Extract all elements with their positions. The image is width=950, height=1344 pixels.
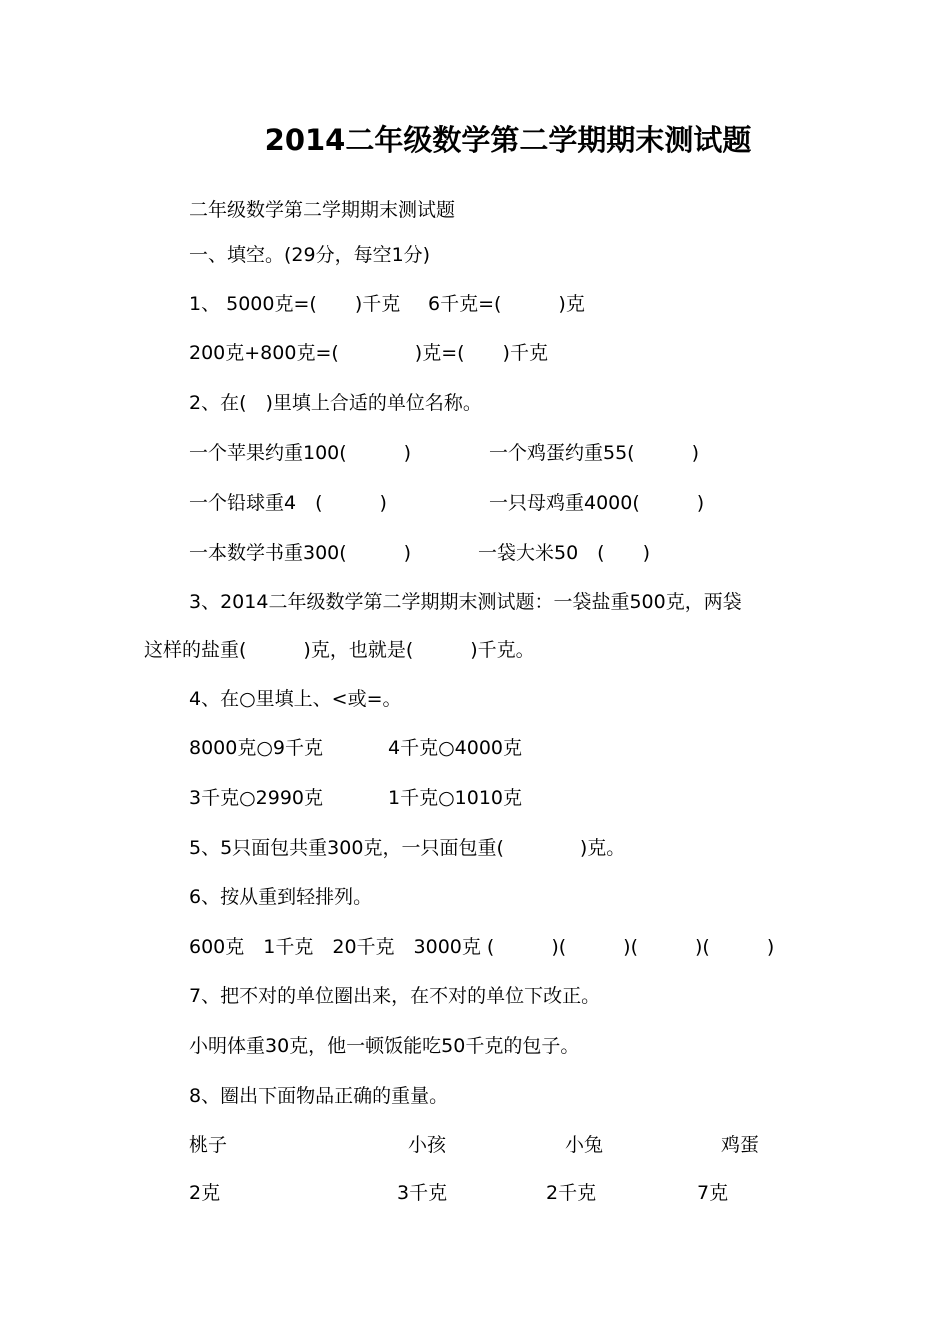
q8-item-rabbit: 小兔 [565, 1134, 604, 1156]
q6-items: 600克 1千克 20千克 3000克 ( )( )( )( ) [189, 936, 775, 958]
q7-prompt: 7、把不对的单位圈出来，在不对的单位下改正。 [189, 985, 601, 1007]
q2-item-rice-bag: 一袋大米50 ( ) [478, 542, 651, 564]
q3-line-2: 这样的盐重( )克，也就是( )千克。 [144, 639, 535, 661]
q7-sentence: 小明体重30克，他一顿饭能吃50千克的包子。 [189, 1035, 580, 1057]
q8-prompt: 8、圈出下面物品正确的重量。 [189, 1085, 449, 1107]
q8-weight-2: 3千克 [397, 1182, 448, 1204]
q2-item-shot-put: 一个铅球重4 ( ) [189, 492, 387, 514]
q8-weight-1: 2克 [189, 1182, 221, 1204]
q8-weight-3: 2千克 [546, 1182, 597, 1204]
q1-part-a: 1、 5000克=( )千克 [189, 293, 401, 315]
document-title: 2014二年级数学第二学期期末测试题 [264, 123, 752, 157]
q2-item-apple: 一个苹果约重100( ) [189, 442, 412, 464]
section-heading-fill-blank: 一、填空。(29分，每空1分) [189, 244, 431, 266]
subtitle: 二年级数学第二学期期末测试题 [189, 199, 456, 221]
q8-item-child: 小孩 [408, 1134, 447, 1156]
q8-item-egg: 鸡蛋 [721, 1134, 760, 1156]
q8-weight-4: 7克 [697, 1182, 729, 1204]
q4-compare-3: 3千克○2990克 [189, 787, 324, 809]
q2-item-hen: 一只母鸡重4000( ) [489, 492, 705, 514]
q4-compare-1: 8000克○9千克 [189, 737, 324, 759]
q2-item-math-book: 一本数学书重300( ) [189, 542, 412, 564]
q5: 5、5只面包共重300克，一只面包重( )克。 [189, 837, 626, 859]
q4-compare-2: 4千克○4000克 [388, 737, 523, 759]
q3-line-1: 3、2014二年级数学第二学期期末测试题：一袋盐重500克，两袋 [189, 591, 742, 613]
q1-part-c: 200克+800克=( )克=( )千克 [189, 342, 548, 364]
q4-prompt: 4、在○里填上、<或=。 [189, 688, 402, 710]
q6-prompt: 6、按从重到轻排列。 [189, 886, 373, 908]
q1-part-b: 6千克=( )克 [428, 293, 585, 315]
q4-compare-4: 1千克○1010克 [388, 787, 523, 809]
q2-prompt: 2、在( )里填上合适的单位名称。 [189, 392, 482, 414]
q2-item-egg: 一个鸡蛋约重55( ) [489, 442, 700, 464]
q8-item-peach: 桃子 [189, 1134, 228, 1156]
